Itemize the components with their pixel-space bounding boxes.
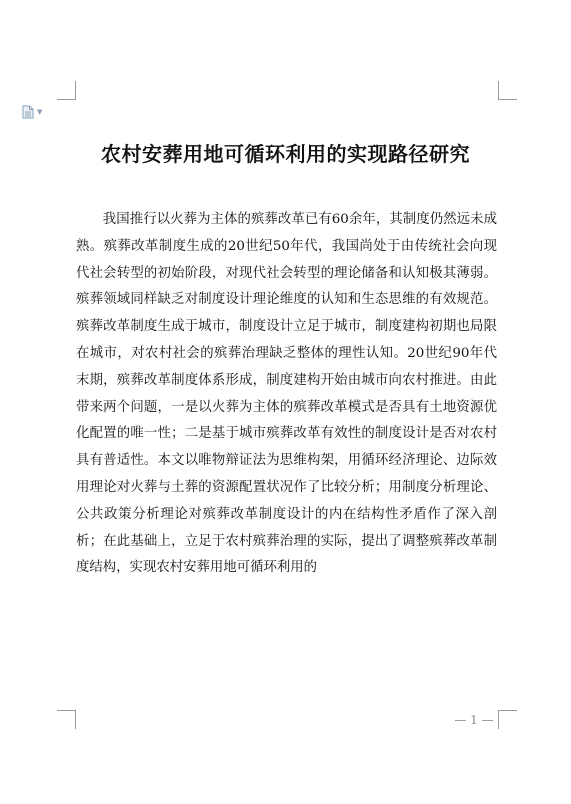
document-title: 农村安葬用地可循环利用的实现路径研究 (101, 142, 470, 166)
body-paragraph: 我国推行以火葬为主体的殡葬改革已有60余年，其制度仍然远未成熟。殡葬改革制度生成的20世纪50年代，我国尚处于由传统社会向现代社会转型的初始阶段，对现代社会转型的理论储备和认知极其薄弱。殡葬领域同样缺乏对制度设计理论维度的认知和生态思维的有效规范。殡葬改革制度生成于城市，制度设计立足于城市，制度建构初期也局限在城市，对农村社会的殡葬治理缺乏整体的理性认知。20世纪90年代末期，殡葬改革制度体系形成，制度建构开始由城市向农村推进。由此带来两个问题，一是以火葬为主体的殡葬改革模式是否具有土地资源优化配置的唯一性；二是基于城市殡葬改革有效性的制度设计是否对农村具有普适性。本文以唯物辩证法为思维构架，用循环经济理论、边际效用理论对火葬与土葬的资源配置状况作了比较分析；用制度分析理论、公共政策分析理论对殡葬改革制度设计的内在结构性矛盾作了深入剖析；在此基础上，立足于农村殡葬治理的实际，提出了调整殡葬改革制度结构，实现农村安葬用地可循环利用的 (76, 212, 497, 576)
corner-mark-bottom-left (57, 710, 76, 729)
page-number: — 1 — (454, 713, 494, 727)
corner-mark-bottom-right (498, 710, 517, 729)
corner-mark-top-left (57, 81, 76, 100)
document-icon (22, 105, 34, 119)
chevron-down-icon: ▼ (37, 107, 43, 116)
corner-mark-top-right (498, 81, 517, 100)
document-options-button[interactable] (22, 104, 52, 120)
